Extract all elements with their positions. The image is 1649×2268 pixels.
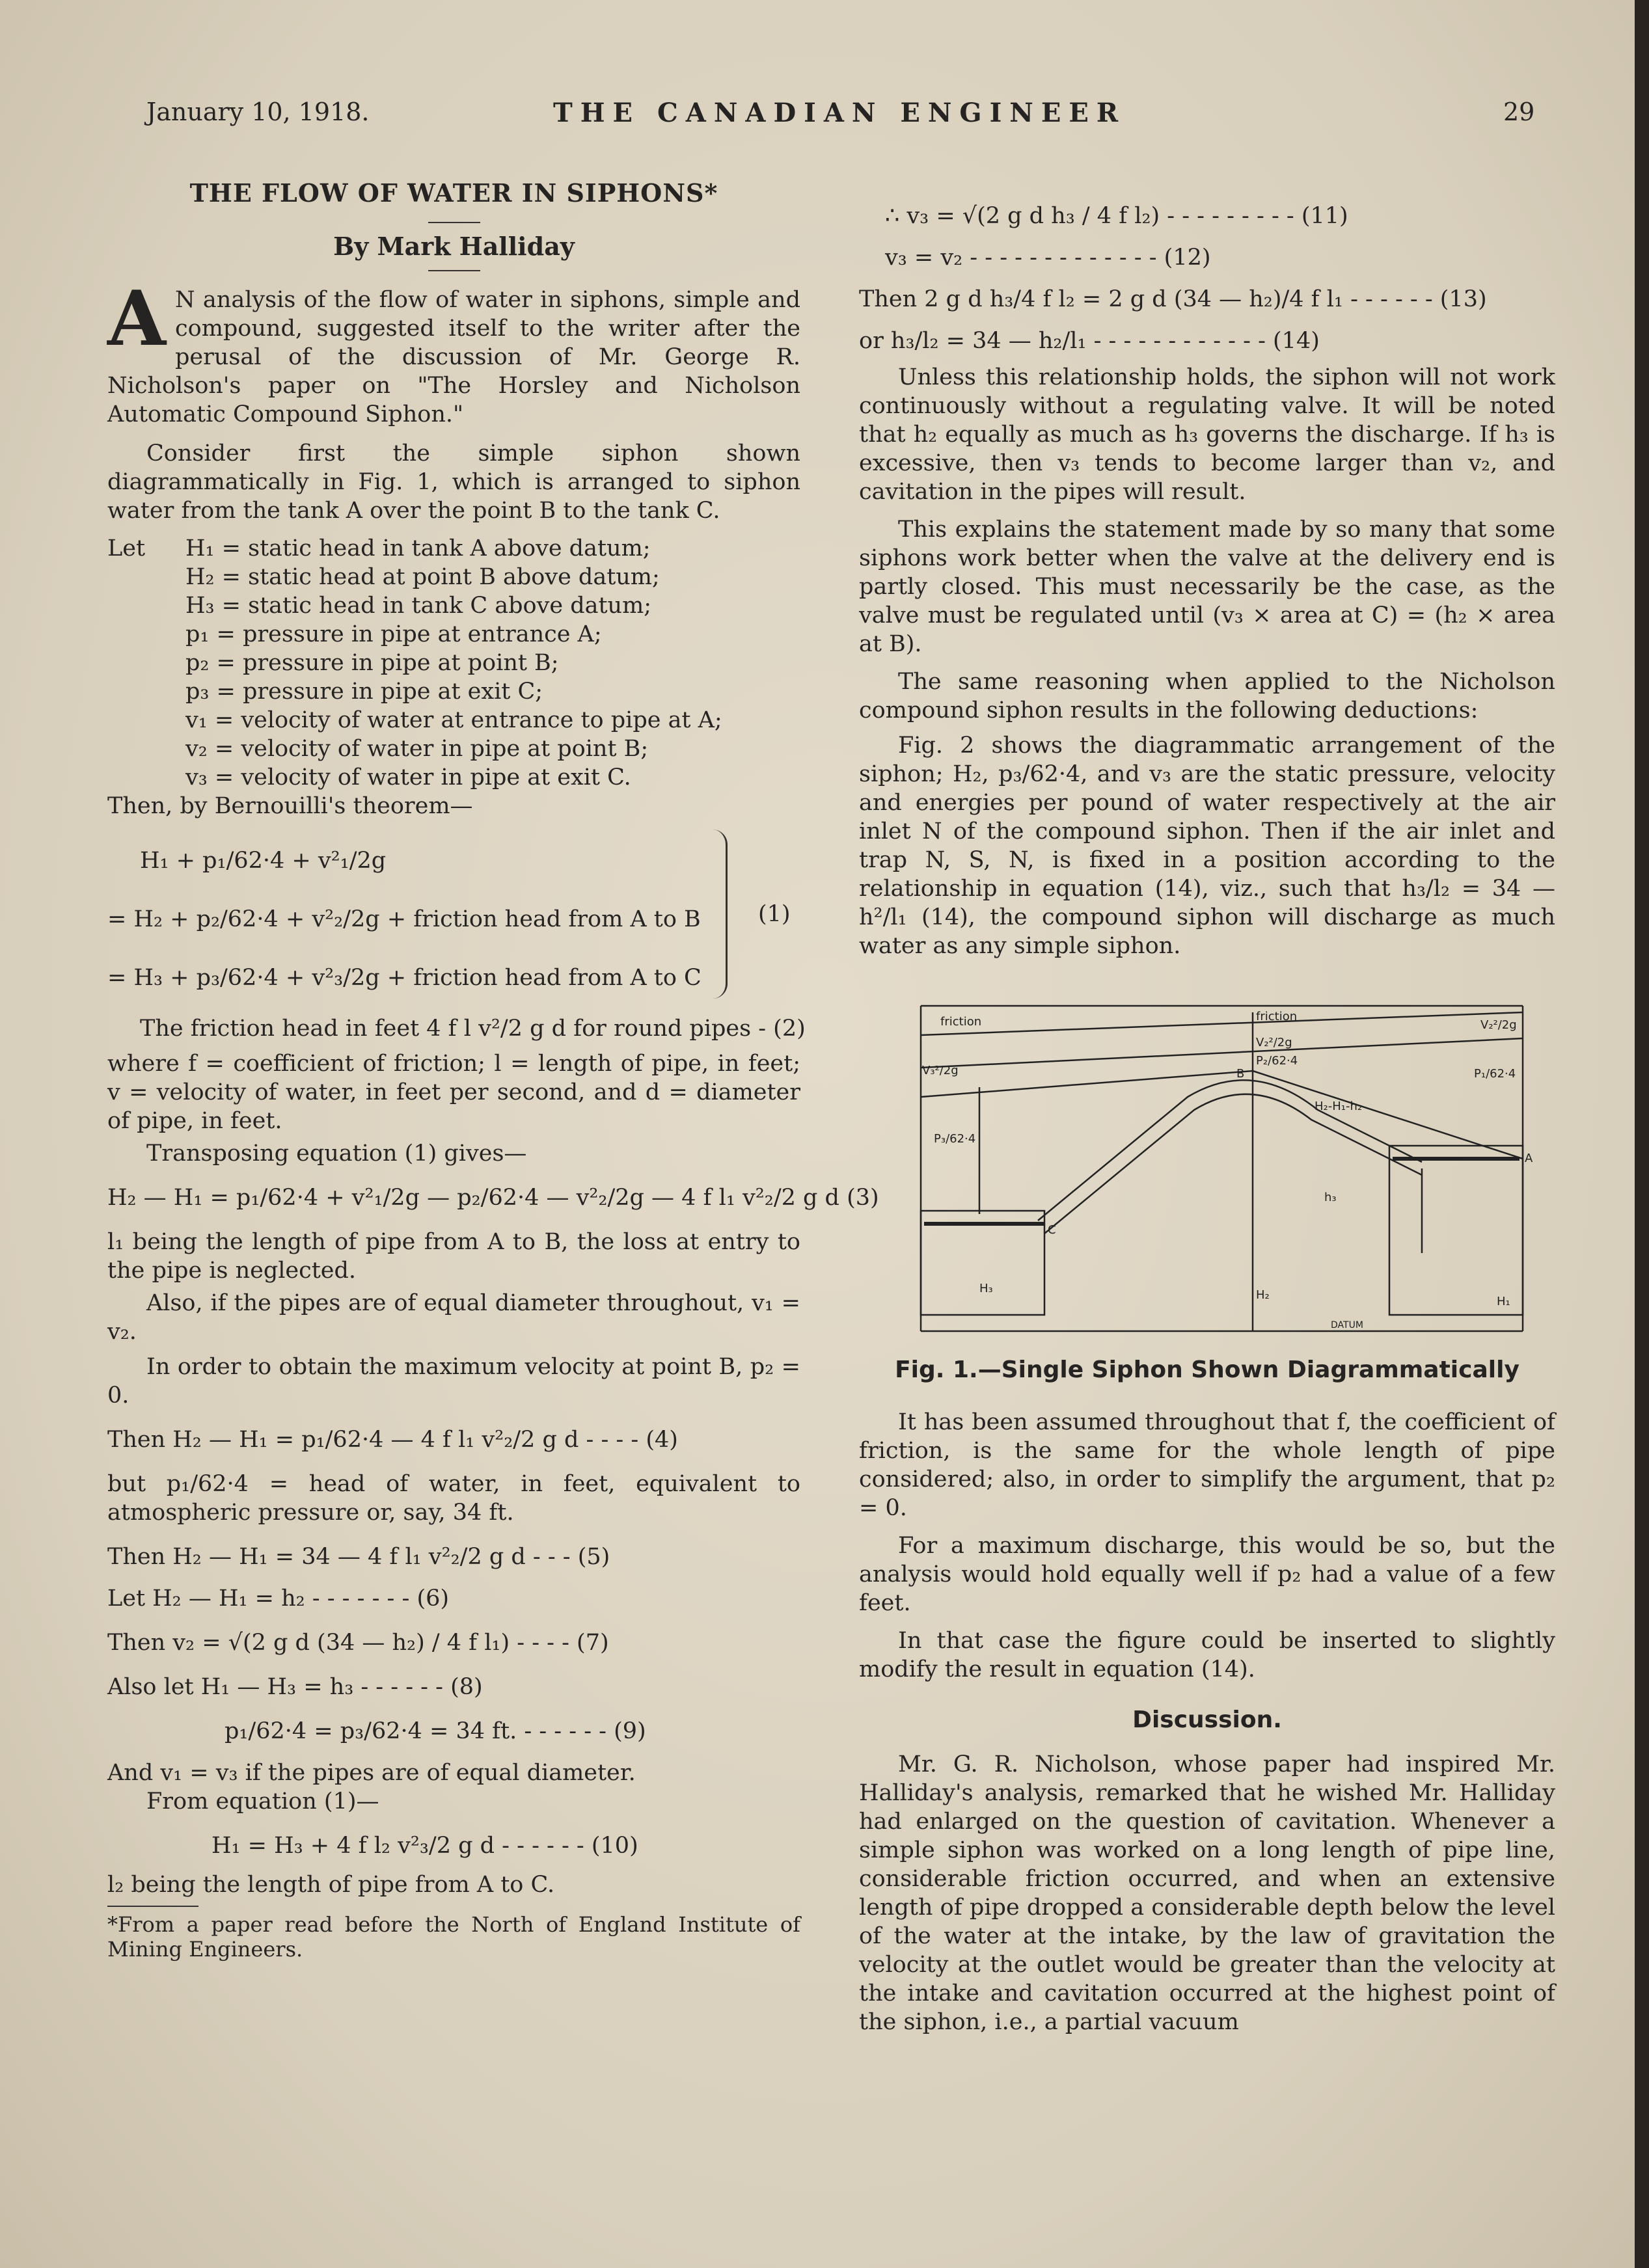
intro-text: N analysis of the flow of water in siphons, simple and compound, suggested itself to the writer after the perusal of the discussion of Mr. George R. Nicholson's paper on "The Horsley and Nicholson Automatic Compound Siphon." [107, 287, 800, 427]
tank-a [1389, 1146, 1523, 1315]
label-v3: V₃²/2g [922, 1064, 959, 1077]
label-datum: DATUM [1331, 1320, 1363, 1330]
let-label: Let [107, 535, 146, 561]
equation-12: v₃ = v₂ - - - - - - - - - - - - - (12) [885, 245, 1211, 271]
hydraulic-gradient [921, 1071, 1253, 1097]
paragraph-consider: Consider first the simple siphon shown diagrammatically in Fig. 1, which is arranged to siphon water from the tank A over the point B to the tank C. [107, 440, 800, 524]
paragraph-unless: Unless this relationship holds, the siphon will not work continuously without a regulating valve. It will be noted that h₂ equally as much as h₃ governs the discharge. If h₃ is excessive, then v₃ tends to become larger than v₂, and cavitation in the pipes will result. [859, 364, 1555, 505]
energy-line-upper [921, 1012, 1523, 1035]
equation-3: H₂ — H₁ = p₁/62·4 + v²₁/2g — p₂/62·4 — v²₂/2g — 4 f l₁ v²₂/2 g d (3) [107, 1185, 879, 1211]
discussion-heading: Discussion. [1132, 1707, 1282, 1733]
equation-8: Also let H₁ — H₃ = h₃ - - - - - - (8) [107, 1674, 483, 1700]
energy-line-middle [921, 1038, 1523, 1068]
equation-4: Then H₂ — H₁ = p₁/62·4 — 4 f l₁ v²₂/2 g d - - - - (4) [107, 1427, 678, 1453]
equation-13: Then 2 g d h₃/4 f l₂ = 2 g d (34 — h₂)/4 f l₁ - - - - - - (13) [859, 286, 1487, 312]
definition-item: v₃ = velocity of water in pipe at exit C. [185, 764, 631, 790]
article-title: THE FLOW OF WATER IN SIPHONS* [189, 178, 718, 208]
paragraph-equal: And v₁ = v₃ if the pipes are of equal diameter. [107, 1760, 636, 1786]
label-h-diff: H₂-H₁-h₂ [1315, 1100, 1363, 1113]
equation-brace [713, 830, 728, 999]
title-rule [428, 222, 480, 223]
figure-1 [914, 999, 1555, 1344]
label-friction-left: friction [940, 1015, 982, 1029]
right-column [859, 195, 1555, 2036]
label-h3: h₃ [1324, 1191, 1337, 1204]
byline-rule [428, 270, 480, 271]
paragraph-from-eq1: From equation (1)— [146, 1789, 379, 1815]
paragraph-where: where f = coefficient of friction; l = length of pipe, in feet; v = velocity of water, in feet per second, and d = diameter of pipe, in feet. [107, 1051, 800, 1134]
equation-1-line-2: = H₂ + p₂/62·4 + v²₂/2g + friction head from A to B [107, 906, 701, 932]
equation-6: Let H₂ — H₁ = h₂ - - - - - - - (6) [107, 1586, 450, 1612]
tank-c [921, 1211, 1044, 1315]
label-friction-right: friction [1256, 1010, 1298, 1023]
label-H2: H₂ [1256, 1288, 1270, 1302]
definition-item: p₁ = pressure in pipe at entrance A; [185, 621, 602, 647]
siphon-diagram [914, 999, 1533, 1344]
left-column [107, 178, 879, 1962]
equation-2: The friction head in feet 4 f l v²/2 g d for round pipes - (2) [140, 1016, 806, 1042]
definition-item: p₂ = pressure in pipe at point B; [185, 650, 559, 676]
drop-cap: A [107, 275, 167, 363]
definition-item: p₃ = pressure in pipe at exit C; [185, 679, 543, 705]
equation-14: or h₃/l₂ = 34 — h₂/l₁ - - - - - - - - - - - - (14) [859, 328, 1320, 354]
definition-item: v₂ = velocity of water in pipe at point B; [185, 736, 649, 762]
binding-edge [1635, 0, 1649, 2268]
footnote-rule [107, 1906, 198, 1907]
definitions-block [107, 534, 800, 792]
equation-1 [107, 830, 800, 1005]
equation-7: Then v₂ = √(2 g d (34 — h₂) / 4 f l₁) - - - - (7) [107, 1630, 609, 1656]
paragraph-but: but p₁/62·4 = head of water, in feet, equivalent to atmospheric pressure or, say, 34 ft. [107, 1471, 800, 1526]
siphon-pipe-bottom [1044, 1094, 1422, 1234]
equation-11: ∴ v₃ = √(2 g d h₃ / 4 f l₂) - - - - - - - - - (11) [885, 203, 1348, 229]
label-v2-mid: V₂²/2g [1256, 1036, 1292, 1049]
equation-1-number: (1) [758, 901, 791, 927]
journal-title: THE CANADIAN ENGINEER [553, 98, 1126, 128]
paragraph-fig2: Fig. 2 shows the diagrammatic arrangement of the siphon; H₂, p₃/62·4, and v₃ are the static pressure, velocity and energies per pound of water respectively at the air inlet N of the compound siphon. Then if the air inlet and trap N, S, N, is fixed in a position according to the relationship in equation (14), viz., such that h₃/l₂ = 34 — h²/l₁ (14), the compound siphon will discharge as much water as any simple siphon. [859, 733, 1555, 959]
label-H3: H₃ [979, 1282, 993, 1295]
definition-item: v₁ = velocity of water at entrance to pipe at A; [185, 707, 722, 733]
definition-item: H₂ = static head at point B above datum; [185, 564, 660, 590]
paragraph-assumed: It has been assumed throughout that f, the coefficient of friction, is the same for the whole length of pipe considered; also, in order to simplify the argument, that p₂ = 0. [859, 1409, 1555, 1521]
figure-caption: Fig. 1.—Single Siphon Shown Diagrammatically [895, 1357, 1520, 1383]
byline: By Mark Halliday [333, 232, 575, 261]
paragraph-explains: This explains the statement made by so many that some siphons work better when the valve at the delivery end is partly closed. This must necessarily be the case, as the valve must be regulated until (v₃ × area at C) = (h₂ × area at B). [859, 517, 1555, 657]
paragraph-in-that-case: In that case the figure could be inserted to slightly modify the result in equation (14). [859, 1628, 1555, 1682]
page-number: 29 [1503, 98, 1535, 126]
paragraph-also: Also, if the pipes are of equal diameter throughout, v₁ = v₂. [107, 1290, 800, 1345]
label-c: C [1048, 1223, 1056, 1237]
paragraph-l1: l₁ being the length of pipe from A to B, the loss at entry to the pipe is neglected. [107, 1229, 800, 1284]
equation-1-line-3: = H₃ + p₃/62·4 + v²₃/2g + friction head from A to C [107, 965, 702, 991]
label-H1: H₁ [1497, 1295, 1510, 1308]
definitions-list [185, 534, 800, 792]
equation-5: Then H₂ — H₁ = 34 — 4 f l₁ v²₂/2 g d - - - (5) [107, 1544, 610, 1570]
paragraph-max-discharge: For a maximum discharge, this would be so, but the analysis would hold equally well if p₂ had a value of a few feet. [859, 1533, 1555, 1616]
paragraph-same: The same reasoning when applied to the Nicholson compound siphon results in the following deductions: [859, 669, 1555, 723]
paragraph-transposing: Transposing equation (1) gives— [146, 1141, 527, 1167]
label-p2: P₂/62·4 [1256, 1054, 1298, 1068]
label-b: B [1236, 1067, 1245, 1081]
label-p3: P₃/62·4 [934, 1132, 976, 1146]
intro-paragraph [107, 275, 800, 429]
definition-item: H₁ = static head in tank A above datum; [185, 535, 651, 561]
label-a: A [1525, 1152, 1533, 1165]
definition-item: H₃ = static head in tank C above datum; [185, 593, 652, 619]
paragraph-maximum: In order to obtain the maximum velocity at point B, p₂ = 0. [107, 1354, 800, 1409]
bernoulli-intro: Then, by Bernouilli's theorem— [107, 793, 473, 819]
header-date: January 10, 1918. [146, 98, 370, 126]
equation-9: p₁/62·4 = p₃/62·4 = 34 ft. - - - - - - (9) [225, 1718, 646, 1744]
paragraph-discussion: Mr. G. R. Nicholson, whose paper had inspired Mr. Halliday's analysis, remarked that he wished Mr. Halliday had enlarged on the question of cavitation. Whenever a simple siphon was worked on a long length of pipe line, considerable friction occurred, and when an extensive length of pipe dropped a considerable depth below the level of the water at the intake, by the law of gravitation the velocity at the outlet would be greater than the velocity at the intake and cavitation occurred at the highest point of the siphon, i.e., a partial vacuum [859, 1751, 1555, 2035]
paragraph-l2: l₂ being the length of pipe from A to C. [107, 1872, 555, 1898]
label-p1: P₁/62·4 [1474, 1067, 1516, 1081]
label-v2-right: V₂²/2g [1480, 1018, 1517, 1032]
siphon-pipe-top [1038, 1080, 1422, 1221]
footnote: *From a paper read before the North of England Institute of Mining Engineers. [107, 1912, 800, 1962]
equation-10: H₁ = H₃ + 4 f l₂ v²₃/2 g d - - - - - - (10) [211, 1833, 638, 1859]
equation-1-line-1: H₁ + p₁/62·4 + v²₁/2g [140, 848, 387, 874]
